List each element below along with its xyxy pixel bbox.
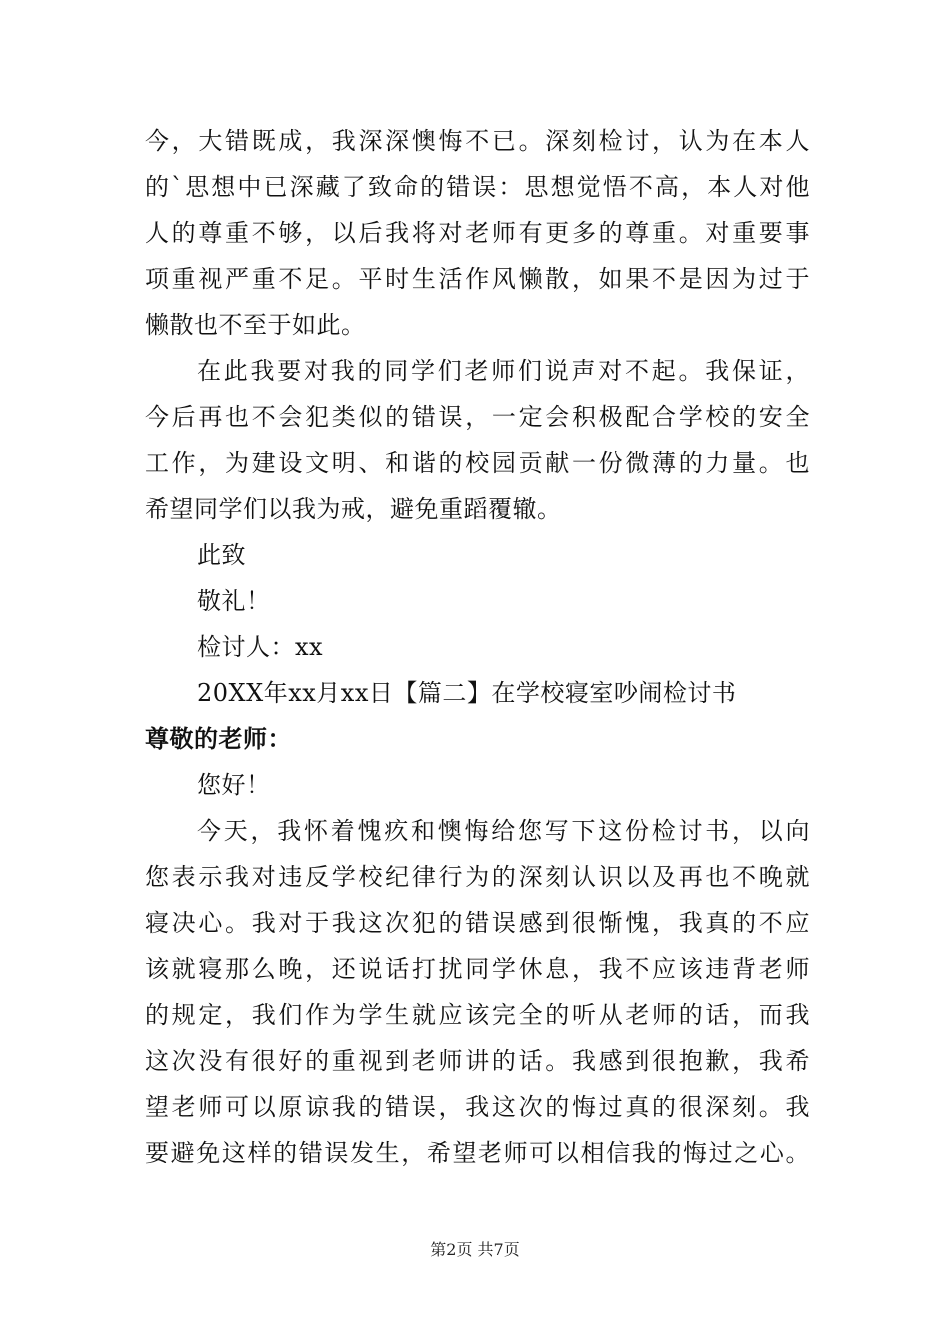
paragraph-start-line: 今天，我怀着愧疚和懊悔给您写下这份检讨书，以向 — [197, 817, 810, 845]
document-body — [145, 118, 810, 1176]
text-line: 人的尊重不够，以后我将对老师有更多的尊重。对重要事 — [145, 219, 810, 247]
text-line: 要避免这样的错误发生，希望老师可以相信我的悔过之心。 — [145, 1139, 810, 1167]
text-line: 该就寝那么晚，还说话打扰同学休息，我不应该违背老师 — [145, 955, 810, 983]
text-line: 工作，为建设文明、和谐的校园贡献一份微薄的力量。也 — [145, 449, 810, 477]
text-line: 望老师可以原谅我的错误，我这次的悔过真的很深刻。我 — [145, 1093, 810, 1121]
text-line: 您表示我对违反学校纪律行为的深刻认识以及再也不晚就 — [145, 863, 810, 891]
text-line: 这次没有很好的重视到老师讲的话。我感到很抱歉，我希 — [145, 1047, 810, 1075]
text-line: 寝决心。我对于我这次犯的错误感到很惭愧，我真的不应 — [145, 909, 810, 937]
closing-regards: 敬礼！ — [197, 587, 271, 615]
greeting-hello: 您好！ — [197, 771, 271, 799]
text-line: 懒散也不至于如此。 — [145, 311, 366, 339]
signature-line: 检讨人：xx — [197, 633, 324, 661]
text-line: 今后再也不会犯类似的错误，一定会积极配合学校的安全 — [145, 403, 810, 431]
paragraph-start-line: 在此我要对我的同学们老师们说声对不起。我保证， — [197, 357, 810, 385]
letter-greeting: 尊敬的老师： — [145, 724, 292, 753]
text-line: 项重视严重不足。平时生活作风懒散，如果不是因为过于 — [145, 265, 810, 293]
text-line: 的规定，我们作为学生就应该完全的听从老师的话，而我 — [145, 1001, 810, 1029]
text-line: 今，大错既成，我深深懊悔不已。深刻检讨，认为在本人 — [145, 127, 810, 155]
date-section-heading: 20XX年xx月xx日【篇二】在学校寝室吵闹检讨书 — [197, 679, 737, 707]
text-line: 希望同学们以我为戒，避免重蹈覆辙。 — [145, 495, 562, 523]
closing-salutation: 此致 — [197, 541, 246, 569]
page-footer: 第2页 共7页 — [430, 1240, 520, 1259]
text-line: 的`思想中已深藏了致命的错误：思想觉悟不高，本人对他 — [145, 173, 810, 201]
